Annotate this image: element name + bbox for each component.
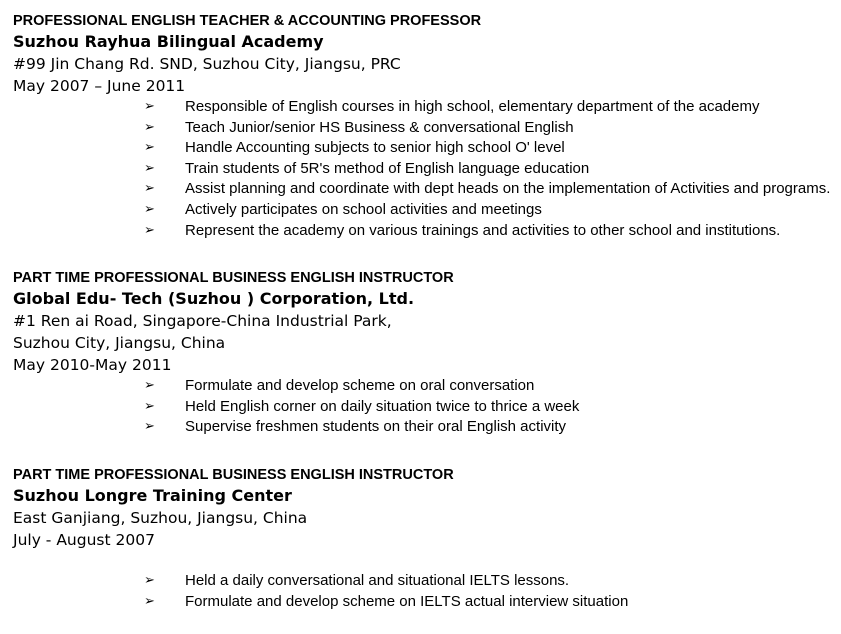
- section-spacer: [13, 438, 833, 465]
- company-name: Global Edu- Tech (Suzhou ) Corporation, Ltd.: [13, 289, 415, 309]
- arrow-bullet-icon: ➢: [144, 419, 155, 435]
- duty-item: [13, 138, 833, 159]
- arrow-bullet-icon: ➢: [144, 140, 155, 156]
- address-line: Suzhou City, Jiangsu, China: [13, 334, 226, 353]
- arrow-bullet-icon: ➢: [144, 398, 155, 414]
- duty-item: [13, 571, 833, 592]
- arrow-bullet-icon: ➢: [144, 119, 155, 135]
- job-title: PART TIME PROFESSIONAL BUSINESS ENGLISH INSTRUCTOR: [13, 466, 454, 483]
- employment-dates: May 2007 – June 2011: [13, 77, 186, 95]
- arrow-bullet-icon: ➢: [144, 201, 155, 217]
- job-title: PART TIME PROFESSIONAL BUSINESS ENGLISH INSTRUCTOR: [13, 270, 454, 287]
- arrow-bullet-icon: ➢: [144, 572, 155, 588]
- duty-item: [13, 97, 833, 118]
- duty-item: [13, 200, 833, 221]
- duty-item: [13, 159, 833, 180]
- duty-item: [13, 118, 833, 139]
- employment-dates: July - August 2007: [13, 530, 155, 549]
- duty-text: Assist planning and coordinate with dept heads on the implementation of Activities and programs.: [185, 180, 831, 198]
- arrow-bullet-icon: ➢: [144, 378, 155, 394]
- address-line: #99 Jin Chang Rd. SND, Suzhou City, Jiangsu, PRC: [13, 55, 401, 73]
- experience-section: [13, 465, 833, 612]
- duty-item: [13, 221, 833, 242]
- arrow-bullet-icon: ➢: [144, 181, 155, 197]
- duty-text: Formulate and develop scheme on IELTS actual interview situation: [185, 592, 629, 610]
- duty-text: Actively participates on school activities and meetings: [185, 200, 542, 218]
- experience-section: [13, 268, 833, 438]
- duty-text: Train students of 5R's method of English language education: [185, 159, 590, 177]
- address-line: #1 Ren ai Road, Singapore-China Industrial Park,: [13, 312, 392, 331]
- duty-text: Responsible of English courses in high school, elementary department of the academy: [185, 98, 760, 115]
- section-spacer: [13, 551, 833, 571]
- arrow-bullet-icon: ➢: [144, 222, 155, 238]
- address-line: East Ganjiang, Suzhou, Jiangsu, China: [13, 508, 308, 527]
- duties-list: [13, 376, 833, 438]
- experience-section: [13, 11, 833, 241]
- resume-document: [13, 11, 833, 612]
- company-name: Suzhou Longre Training Center: [13, 485, 292, 505]
- duty-text: Held English corner on daily situation twice to thrice a week: [185, 397, 580, 415]
- section-spacer: [13, 241, 833, 268]
- duty-item: [13, 592, 833, 613]
- employment-dates: May 2010-May 2011: [13, 356, 172, 375]
- arrow-bullet-icon: ➢: [144, 99, 155, 114]
- duty-text: Formulate and develop scheme on oral conversation: [185, 377, 535, 395]
- duty-text: Held a daily conversational and situational IELTS lessons.: [185, 571, 570, 589]
- company-name: Suzhou Rayhua Bilingual Academy: [13, 32, 324, 51]
- arrow-bullet-icon: ➢: [144, 593, 155, 609]
- duty-text: Represent the academy on various trainings and activities to other school and institutions.: [185, 221, 781, 239]
- duty-text: Handle Accounting subjects to senior high school O' level: [185, 139, 565, 157]
- duty-text: Teach Junior/senior HS Business & conversational English: [185, 118, 574, 136]
- duty-item: [13, 417, 833, 438]
- duty-item: [13, 376, 833, 397]
- duties-list: [13, 571, 833, 612]
- duty-text: Supervise freshmen students on their oral English activity: [185, 418, 567, 436]
- job-title: PROFESSIONAL ENGLISH TEACHER & ACCOUNTING PROFESSOR: [13, 13, 482, 29]
- duties-list: [13, 97, 833, 241]
- arrow-bullet-icon: ➢: [144, 160, 155, 176]
- duty-item: [13, 397, 833, 418]
- duty-item: [13, 179, 833, 200]
